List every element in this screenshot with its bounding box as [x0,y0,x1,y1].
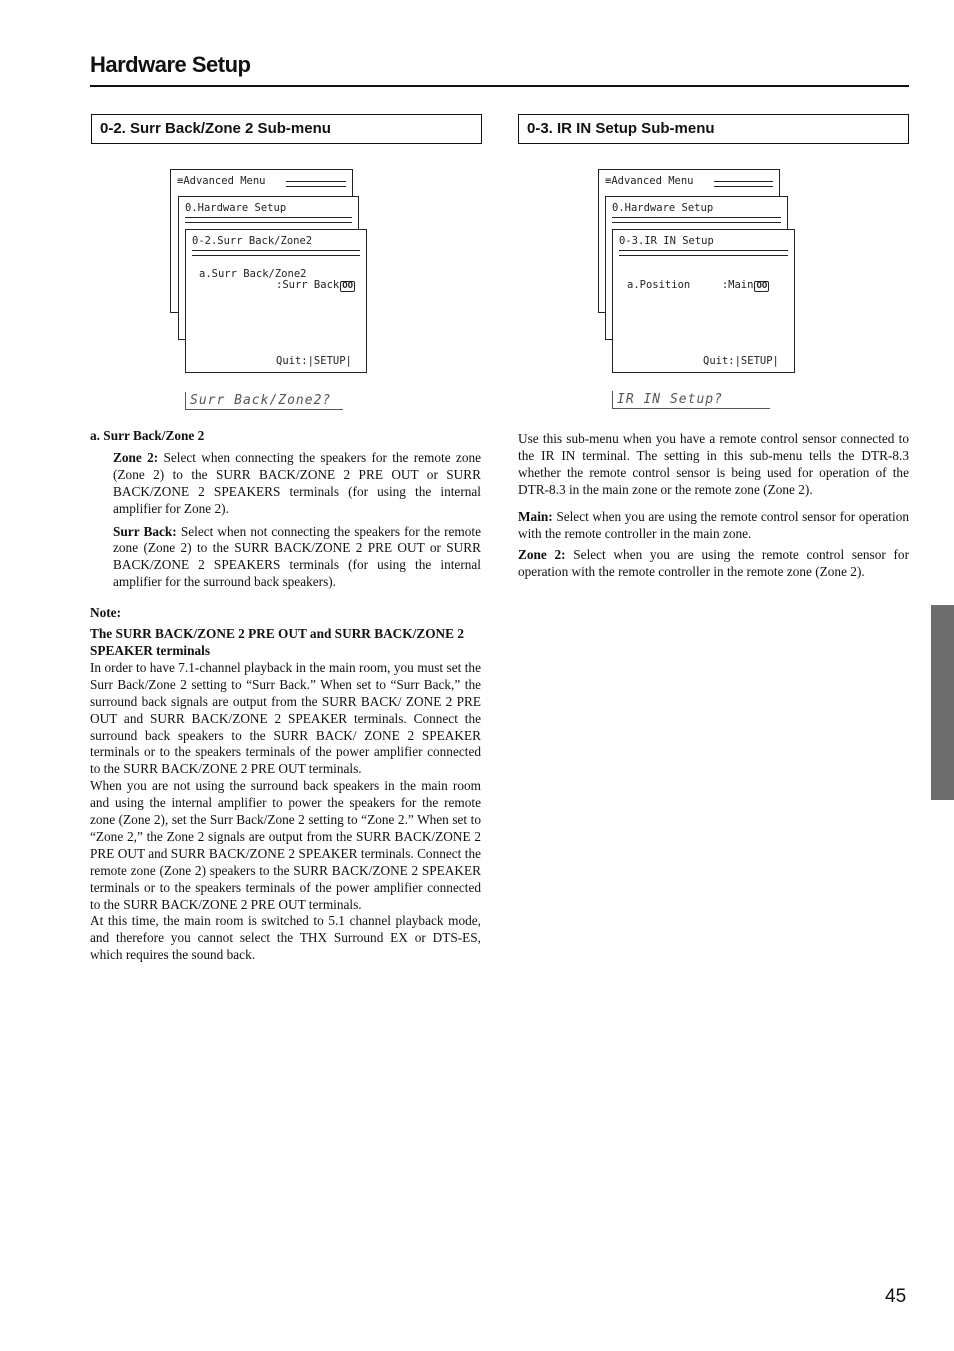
option-main: Main: Select when you are using the remote control sensor for operation with the remote controller in the main zone. [518,508,909,541]
osd-advanced-menu-label-2: Advanced Menu [611,175,694,187]
front-display-surr-back: Surr Back/Zone2? [185,392,343,410]
select-arrows-icon: OO [756,281,768,291]
osd-hardware-setup-label: 0.Hardware Setup [185,202,287,214]
osd-hardware-setup-label-2: 0.Hardware Setup [612,202,714,214]
osd-submenu-title: 0-2.Surr Back/Zone2 [192,235,313,247]
osd-advanced-menu-screen-2: ≡Advanced Menu [598,169,780,313]
note-paragraph-2: When you are not using the surround back speakers in the main room and using the internal amplifier to power the speakers for the remote zone (Zone 2), set the Surr Back/Zone 2 setting to “Zone 2.” When set to “Zone 2,” the Zone 2 signals are output from the SURR BACK/ZONE 2 PRE OUT and SURR BACK/ZONE 2 SPEAKER terminals. Connect the remote zone (Zone 2) speakers to the SURR BACK/ZONE 2 SPEAKER terminals or to the speakers terminals of the power amplifier connected to the SURR BACK/ZONE 2 PRE OUT terminals. [90,778,481,912]
section-title-ir-in: 0-3. IR IN Setup Sub-menu [518,114,909,144]
note-paragraph-3: At this time, the main room is switched to 5.1 channel playback mode, and therefore you cannot select the THX Surround EX or DTS-ES, which requires the sound back. [90,913,481,963]
osd-submenu-screen-2 [612,229,795,373]
option-zone2: Zone 2: Select when connecting the speakers for the remote zone (Zone 2) to the SURR BACK/ZONE 2 PRE OUT or SURR BACK/ZONE 2 SPEAKERS terminals (for using the internal amplifier for Zone 2). [113,449,482,516]
osd-advanced-menu-label: Advanced Menu [183,175,266,187]
left-body-text [90,428,481,964]
osd-item-value: :Surr Back OO [276,279,354,291]
osd-submenu-title-2: 0-3.IR IN Setup [619,235,714,247]
osd-quit-hint: Quit:|SETUP| [276,355,352,367]
page-title: Hardware Setup [90,52,251,77]
option-zone2-ir: Zone 2: Select when you are using the remote control sensor for operation with the remote controller in the remote zone (Zone 2). [518,547,909,580]
note-label: Note: [90,605,122,621]
right-body-text [518,431,909,581]
osd-advanced-menu-screen: ≡Advanced Menu [170,169,353,313]
select-arrows-icon: OO [342,281,354,291]
front-display-ir-in: IR IN Setup? [612,391,770,409]
page-number: 45 [885,1286,907,1307]
item-heading-surr-back-zone2: a. Surr Back/Zone 2 [90,428,205,443]
osd-item-line: a.Surr Back/Zone2 [199,268,307,280]
ir-in-intro: Use this sub-menu when you have a remote control sensor connected to the IR IN terminal. The setting in this sub-menu tells the DTR-8.3 whether the remote control sensor is being used for operation of the DTR-8.3 in the main zone or the remote zone (Zone 2). [518,431,909,497]
osd-position-item: a.Position :Main OO [627,279,768,291]
title-rule [90,85,909,87]
osd-quit-hint-2: Quit:|SETUP| [703,355,779,367]
osd-submenu-screen [185,229,367,373]
option-surr-back: Surr Back: Select when not connecting the speakers for the remote zone (Zone 2) to the SURR BACK/ZONE 2 PRE OUT or SURR BACK/ZONE 2 SPEAKERS terminals (for using the internal amplifier for the surround back speakers). [113,523,482,590]
section-title-surr-back: 0-2. Surr Back/Zone 2 Sub-menu [91,114,482,144]
chapter-side-tab [931,605,954,800]
note-heading: The SURR BACK/ZONE 2 PRE OUT and SURR BACK/ZONE 2 SPEAKER terminals [90,626,464,658]
note-paragraph-1: In order to have 7.1-channel playback in the main room, you must set the Surr Back/Zone 2 setting to “Surr Back.” When set to “Surr Back,” the surround back signals are output from the SURR BACK/ ZONE 2 PRE OUT and SURR BACK/ZONE 2 SPEAKER terminals. Connect the surround back speakers to the SURR BACK/ ZONE 2 SPEAKER terminals or to the speakers terminals of the power amplifier connected to the SURR BACK/ZONE 2 PRE OUT terminals. [90,659,481,777]
